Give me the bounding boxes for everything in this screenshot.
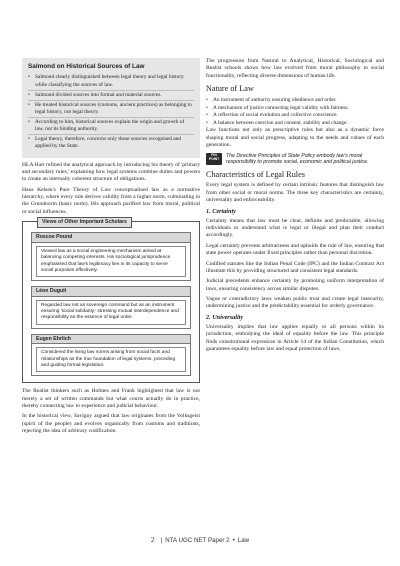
page-number: 2 (150, 535, 155, 544)
certainty-paragraph: Codified statutes like the Indian Penal Code (IPC) and the Indian Contract Act illustrate this by providing structured and consistent legal standards. (206, 260, 384, 274)
nature-item: • A balance between coercion and consent, stability and change. (206, 120, 384, 127)
certainty-paragraph: Legal certainty prevents arbitrariness and upholds the rule of law, ensuring that state power operates under fixed principles rather than personal discretion. (206, 242, 384, 257)
scholars-box-title: Views of Other Important Scholars (37, 217, 132, 228)
salmond-box (22, 58, 200, 158)
nature-item: • An instrument of authority ensuring obedience and order. (206, 97, 384, 104)
footer-subject: Law (237, 537, 250, 544)
pinpoint-callout (206, 153, 384, 166)
scholar-card-ehrlich (31, 334, 191, 377)
footer-bullet: • (232, 537, 235, 544)
scholar-text: Viewed law as a social engineering mechanism aimed at balancing competing interests. His sociological jurisprudence emphasised that law's legitimacy lies in its capacity to serve social purposes effectively. (36, 246, 186, 277)
universality-paragraph: Universality implies that law applies equally to all persons within its jurisdiction, embodying the ideal of equality before the law. This principle finds constitutional expression in Article 14 of the Indian Constitution, which guarantees equality before law and equal protection of laws. (206, 324, 384, 353)
nature-list (206, 97, 384, 127)
realist-paragraph: The Realist thinkers such as Holmes and Frank highlighted that law is not merely a set of written commands but what courts actually do in practice, thereby connecting law to experience and judicial behaviour. (22, 388, 200, 409)
scholar-name: Eugen Ehrlich (32, 335, 190, 345)
salmond-item: • Salmond clearly distinguished between legal theory and legal history while classifying the sources of law. (28, 74, 194, 90)
progression-paragraph: The progression from Natural to Analytical, Historical, Sociological and Realist schools shows how law evolved from moral philosophy to social functionality, reflecting diverse dimensions of human life. (206, 58, 384, 79)
nature-after-paragraph: Law functions not only as prescriptive rules but also as a dynamic force shaping moral and social progress, adapting to the needs and values of each generation. (206, 127, 384, 149)
salmond-item: • Salmond divided sources into formal and material sources. (28, 92, 194, 101)
salmond-item: • According to him, historical sources explain the origin and growth of law, not its binding authority. (28, 119, 194, 135)
right-column (206, 58, 384, 357)
salmond-box-title: Salmond on Historical Sources of Law (28, 63, 145, 70)
pinpoint-text: The Directive Principles of State Policy embody law's moral responsibility to promote social, economic and political justice. (226, 152, 369, 166)
footer-divider: | (160, 537, 163, 544)
certainty-paragraph: Certainty means that law must be clear, definite and predictable, allowing individuals to understand what is legal or illegal and plan their conduct accordingly. (206, 217, 384, 239)
scholar-name: Léon Duguit (32, 287, 190, 297)
savigny-paragraph: In the historical view, Savigny argued that law originates from the Volksgeist (spirit of the people) and evolves organically from customs and traditions, rejecting the idea of arbitrary codification. (22, 413, 200, 434)
certainty-heading: 1. Certainty (206, 207, 236, 215)
hart-paragraph: HLA Hart refined the analytical approach by introducing his theory of 'primary and secondary rules,' explaining how legal systems combine duties and powers to create an internally coherent structure of obligations. (22, 161, 200, 183)
footer-series: NTA UGC NET Paper 2 (165, 537, 230, 544)
salmond-list (28, 74, 194, 151)
scholars-box (22, 221, 200, 383)
certainty-paragraph: Vague or contradictory laws weaken public trust and create legal insecurity, undermining justice and the predictability essential for orderly governance. (206, 296, 384, 310)
kelsen-paragraph: Hans Kelsen's Pure Theory of Law conceptualised law as a normative hierarchy, where every rule derives validity from a higher norm, culminating in the Grundnorm (basic norm). His approach purified law from moral, political or social influences. (22, 186, 200, 215)
nature-heading: Nature of Law (206, 84, 254, 94)
scholar-card-duguit (31, 286, 191, 329)
nature-item: • A reflection of social evolution and collective conscience. (206, 112, 384, 119)
scholar-text: Regarded law not as sovereign command but as an instrument ensuring 'social solidarity,' stressing mutual interdependence and responsibility as the essence of legal order. (36, 300, 186, 325)
scholar-name: Roscoe Pound (32, 233, 190, 243)
characteristics-heading: Characteristics of Legal Rules (206, 169, 305, 179)
characteristics-intro: Every legal system is defined by certain intrinsic features that distinguish law from other social or moral norms. The three key characteristics are certainty, universality and enforceability. (206, 182, 384, 204)
left-column (22, 58, 200, 438)
salmond-item: • He treated historical sources (customs, ancient practices) as belonging to legal history, not legal theory. (28, 102, 194, 118)
page-footer (0, 535, 400, 545)
universality-heading: 2. Universality (206, 313, 244, 321)
pin-point-icon: PIN POINT (206, 153, 222, 165)
scholar-text: Considered the living law norms arising from social facts and relationships as the true foundation of legal systems, preceding and guiding formal legislation. (36, 347, 186, 372)
salmond-item: • Legal theory, therefore, concerns only those sources recognised and applied by the State. (28, 136, 194, 151)
certainty-paragraph: Judicial precedents enhance certainty by promoting uniform interpretation of laws, ensuring consistency across similar disputes. (206, 278, 384, 292)
nature-item: • A mechanism of justice connecting legal validity with fairness. (206, 105, 384, 112)
scholar-card-pound (31, 232, 191, 281)
